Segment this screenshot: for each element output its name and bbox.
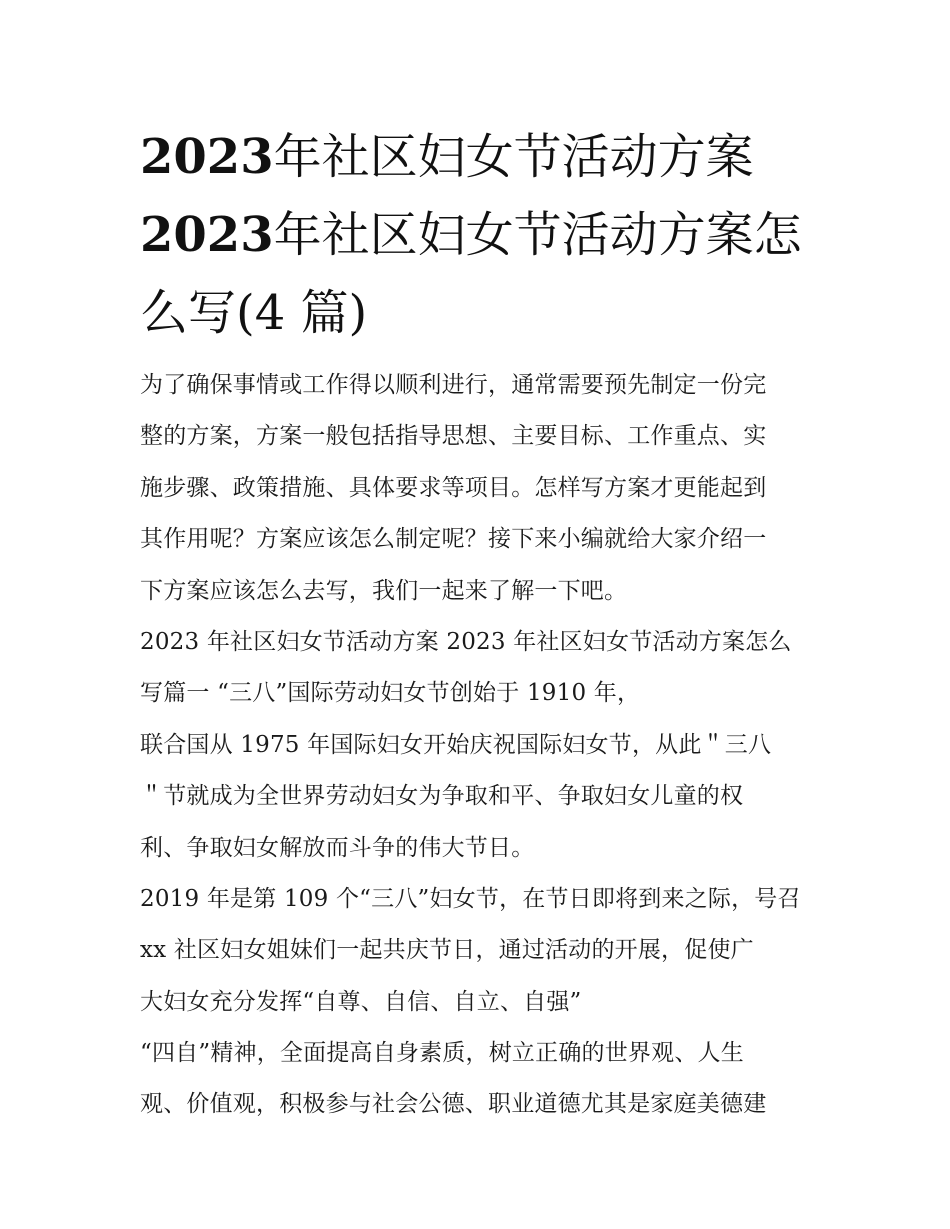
document-body (140, 360, 820, 1131)
body-line: 整的方案，方案一般包括指导思想、主要目标、工作重点、实 (140, 423, 767, 450)
title-year: 2023 (140, 129, 274, 185)
body-line: “四自”精神，全面提高自身素质，树立正确的世界观、人生 (140, 1040, 744, 1067)
title-line-1 (140, 118, 820, 196)
body-line: 大妇女充分发挥“自尊、自信、自立、自强” (140, 988, 582, 1015)
body-line: 联合国从 1975 年国际妇女开始庆祝国际妇女节，从此＂三八 (140, 731, 772, 758)
body-line: ＂节就成为全世界劳动妇女为争取和平、争取妇女儿童的权 (140, 783, 744, 810)
body-line: 施步骤、政策措施、具体要求等项目。怎样写方案才更能起到 (140, 474, 767, 501)
body-line: 利、争取妇女解放而斗争的伟大节日。 (140, 834, 535, 861)
body-line: 为了确保事情或工作得以顺利进行，通常需要预先制定一份完 (140, 372, 767, 398)
title-line-2 (140, 196, 820, 274)
title-text: 么写(4 篇) (140, 285, 368, 341)
title-line-3 (140, 274, 820, 352)
body-line: 观、价值观，积极参与社会公德、职业道德尤其是家庭美德建 (140, 1091, 767, 1118)
body-line: 2023 年社区妇女节活动方案 2023 年社区妇女节活动方案怎么 (140, 628, 792, 655)
title-year: 2023 (140, 207, 274, 263)
title-text: 年社区妇女节活动方案怎 (273, 207, 802, 263)
body-line: 其作用呢？方案应该怎么制定呢？接下来小编就给大家介绍一 (140, 526, 767, 553)
body-line: 写篇一 “三八”国际劳动妇女节创始于 1910 年， (140, 680, 641, 707)
title-text: 年社区妇女节活动方案 (273, 129, 754, 185)
document-title (140, 118, 820, 352)
body-line: xx 社区妇女姐妹们一起共庆节日，通过活动的开展，促使广 (140, 937, 754, 964)
body-line: 下方案应该怎么去写，我们一起来了解一下吧。 (140, 577, 628, 604)
body-line: 2019 年是第 109 个“三八”妇女节，在节日即将到来之际，号召 (140, 885, 801, 912)
